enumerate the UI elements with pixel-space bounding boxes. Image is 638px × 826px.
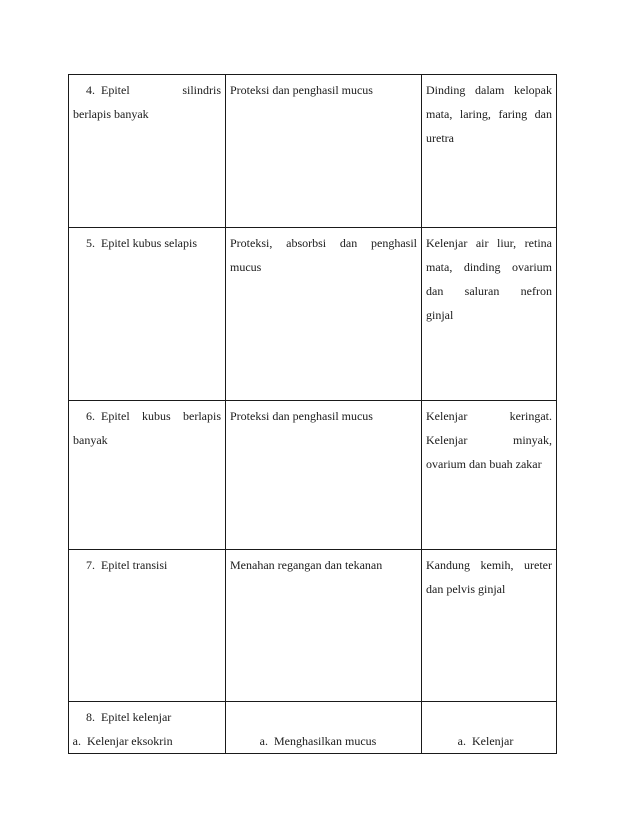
location-line: ginjal [426,308,454,322]
epithelium-type-line: Epitel silindris [101,83,221,97]
location-cell [422,401,557,550]
function-text: Menahan regangan dan tekanan [230,558,383,572]
sub-item-text: Kelenjar [472,734,514,748]
function-text: Proteksi dan penghasil mucus [230,83,373,97]
row-number: 7. [86,558,95,572]
function-cell [226,702,422,754]
row-number: 4. [86,83,95,97]
location-cell [422,702,557,754]
sub-item-letter: a. [72,734,81,748]
epithelium-type-text: Epitel kubus selapis [101,236,197,250]
sub-item-letter: a. [259,734,268,748]
location-line: mata, dinding ovarium [426,260,552,274]
location-line: Kandung kemih, ureter [426,558,552,572]
location-text: Dinding dalam kelopak mata, laring, faring dan uretra [426,83,552,145]
table-row [69,401,557,550]
table-row [69,550,557,702]
epithelium-type-cell [69,702,226,754]
location-line: dan pelvis ginjal [426,582,506,596]
location-line: dan saluran nefron [426,284,552,298]
location-cell [422,228,557,401]
function-text: Proteksi dan penghasil mucus [230,409,373,423]
location-cell [422,75,557,228]
table-row [69,228,557,401]
function-cell [226,75,422,228]
table-row [69,702,557,754]
epithelium-type-line: Epitel kubus berlapis [101,409,221,423]
function-line: Proteksi, absorbsi dan penghasil [230,236,417,250]
function-cell [226,550,422,702]
row-number: 5. [86,236,95,250]
sub-item-letter: a. [457,734,466,748]
row-number: 6. [86,409,95,423]
epithelium-type-line: banyak [73,433,108,447]
epithelium-table [68,74,557,754]
epithelium-type-cell [69,401,226,550]
location-line: Kelenjar keringat. [426,409,552,423]
epithelium-type-cell [69,75,226,228]
location-cell [422,550,557,702]
function-line: mucus [230,260,262,274]
sub-item-text: Menghasilkan mucus [274,734,377,748]
function-cell [226,228,422,401]
sub-item-text: Kelenjar eksokrin [87,734,173,748]
epithelium-type-text: Epitel kelenjar [101,710,172,724]
location-line: Kelenjar air liur, retina [426,236,552,250]
epithelium-type-cell [69,228,226,401]
location-line: Kelenjar minyak, [426,433,552,447]
table-row [69,75,557,228]
epithelium-type-line: berlapis banyak [73,107,149,121]
location-line: ovarium dan buah zakar [426,457,542,471]
function-cell [226,401,422,550]
epithelium-type-cell [69,550,226,702]
row-number: 8. [86,710,95,724]
epithelium-type-text: Epitel transisi [101,558,168,572]
